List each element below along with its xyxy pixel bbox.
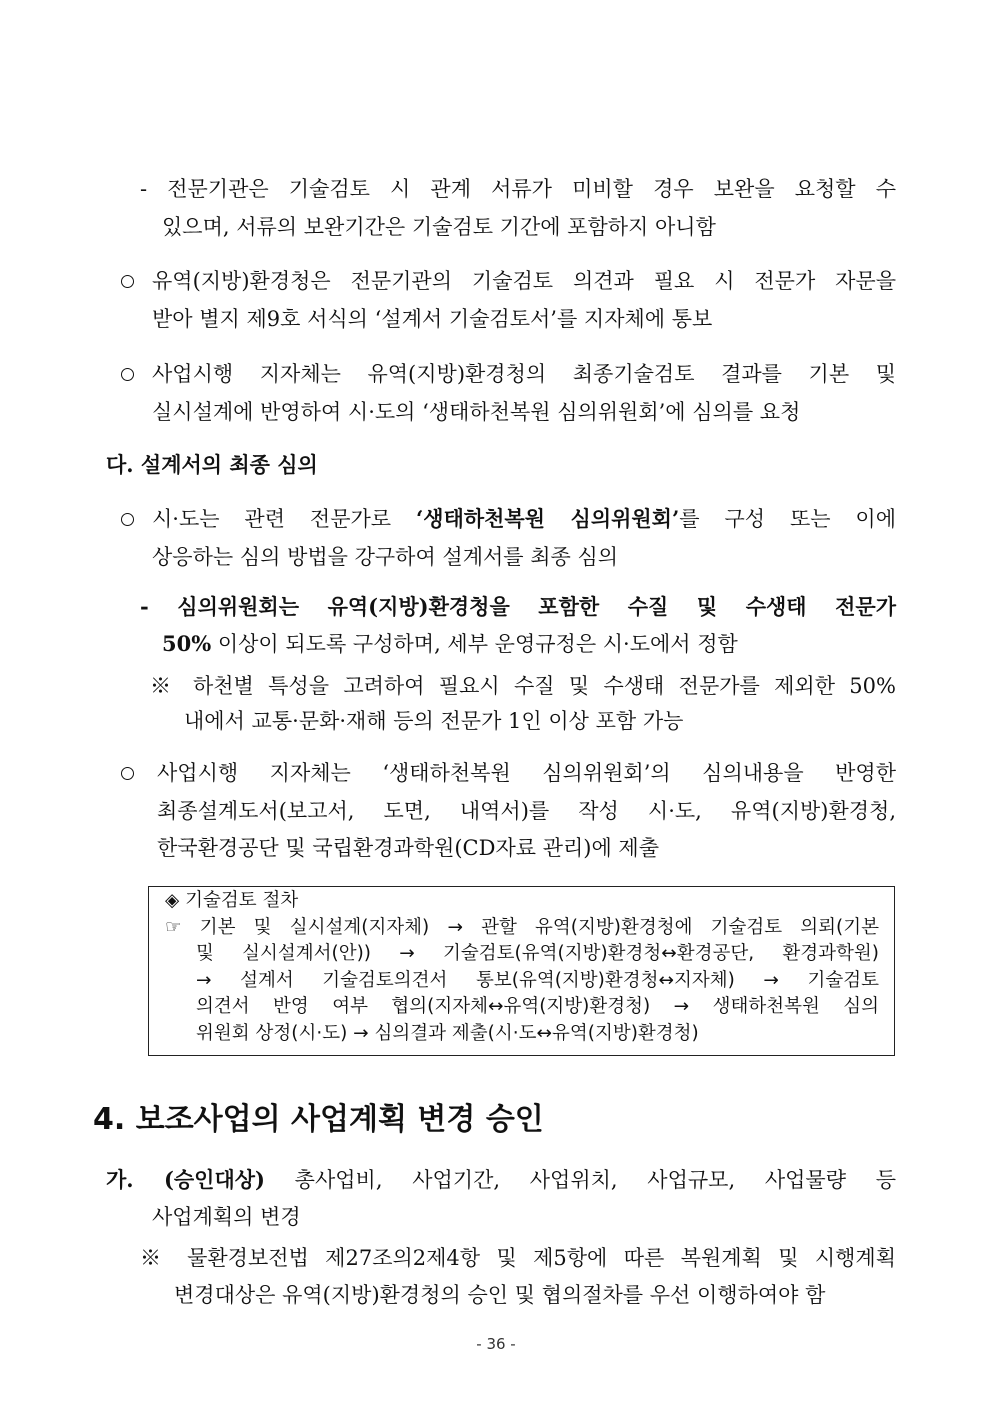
- circle-bullet-icon: [121, 767, 134, 780]
- item-line: [106, 1165, 896, 1195]
- subheading: 다. 설계서의 최종 심의: [106, 452, 318, 477]
- circle-bullet-icon: [121, 368, 134, 381]
- dash-item-line: - 전문기관은 기술검토 시 관계 서류가 미비할 경우 보완을 요청할 수: [140, 177, 896, 201]
- box-line: 위원회 상정(시·도) → 심의결과 제출(시·도↔유역(지방)환경청): [196, 1023, 699, 1044]
- bullet-item-line: 유역(지방)환경청은 전문기관의 기술검토 의견과 필요 시 전문가 자문을: [152, 269, 896, 293]
- circle-bullet-icon: [121, 275, 134, 288]
- item-line: 사업계획의 변경: [152, 1205, 301, 1229]
- procedure-box: [148, 886, 895, 1056]
- text-run: 이상이 되도록 구성하며, 세부 운영규정은 시·도에서 정함: [211, 632, 738, 656]
- bullet-item-line: 사업시행 지자체는 유역(지방)환경청의 최종기술검토 결과를 기본 및: [152, 362, 896, 386]
- box-line: ☞ 기본 및 실시설계(지자체) → 관할 유역(지방)환경청에 기술검토 의뢰(기본: [165, 917, 879, 938]
- bullet-item-line: 상응하는 심의 방법을 강구하여 설계서를 최종 심의: [152, 545, 619, 569]
- box-title: ◈ 기술검토 절차: [165, 890, 299, 911]
- box-line: → 설계서 기술검토의견서 통보(유역(지방)환경청↔지자체) → 기술검토: [196, 970, 879, 991]
- dash-item-line: - 심의위원회는 유역(지방)환경청을 포함한 수질 및 수생태 전문가: [140, 594, 896, 619]
- section-title: 4. 보조사업의 사업계획 변경 승인: [93, 1102, 544, 1137]
- item-label: 가. (승인대상): [106, 1167, 265, 1192]
- note-line: ※ 하천별 특성을 고려하여 필요시 수질 및 수생태 전문가를 제외한 50%: [150, 674, 896, 698]
- dash-item-line: [162, 629, 738, 659]
- circle-bullet-icon: [121, 513, 134, 526]
- bullet-item-line: 실시설계에 반영하여 시·도의 ‘생태하천복원 심의위원회’에 심의를 요청: [152, 400, 801, 424]
- text-run: 총사업비, 사업기간, 사업위치, 사업규모, 사업물량 등: [264, 1168, 896, 1192]
- bullet-item-line: [152, 504, 896, 534]
- box-line: 및 실시설계서(안)) → 기술검토(유역(지방)환경청↔환경공단, 환경과학원): [196, 943, 879, 964]
- emphasis-text: ‘생태하천복원 심의위원회’: [415, 506, 680, 531]
- bullet-item-line: 한국환경공단 및 국립환경과학원(CD자료 관리)에 제출: [157, 836, 659, 860]
- note-line: 변경대상은 유역(지방)환경청의 승인 및 협의절차를 우선 이행하여야 함: [174, 1283, 826, 1307]
- dash-item-line: 있으며, 서류의 보완기간은 기술검토 기간에 포함하지 아니함: [162, 215, 716, 239]
- emphasis-text: 50%: [162, 631, 212, 656]
- box-line: 의견서 반영 여부 협의(지자체↔유역(지방)환경청) → 생태하천복원 심의: [196, 996, 879, 1017]
- note-line: 내에서 교통·문화·재해 등의 전문가 1인 이상 포함 가능: [184, 709, 684, 733]
- bullet-item-line: 받아 별지 제9호 서식의 ‘설계서 기술검토서’를 지자체에 통보: [152, 307, 713, 331]
- bullet-item-line: 최종설계도서(보고서, 도면, 내역서)를 작성 시·도, 유역(지방)환경청,: [157, 799, 896, 823]
- page-number: - 36 -: [476, 1335, 516, 1353]
- text-run: 시·도는 관련 전문가로: [152, 507, 416, 531]
- bullet-item-line: 사업시행 지자체는 ‘생태하천복원 심의위원회’의 심의내용을 반영한: [157, 761, 896, 785]
- text-run: 를 구성 또는 이에: [679, 507, 896, 531]
- note-line: ※ 물환경보전법 제27조의2제4항 및 제5항에 따른 복원계획 및 시행계획: [140, 1246, 896, 1270]
